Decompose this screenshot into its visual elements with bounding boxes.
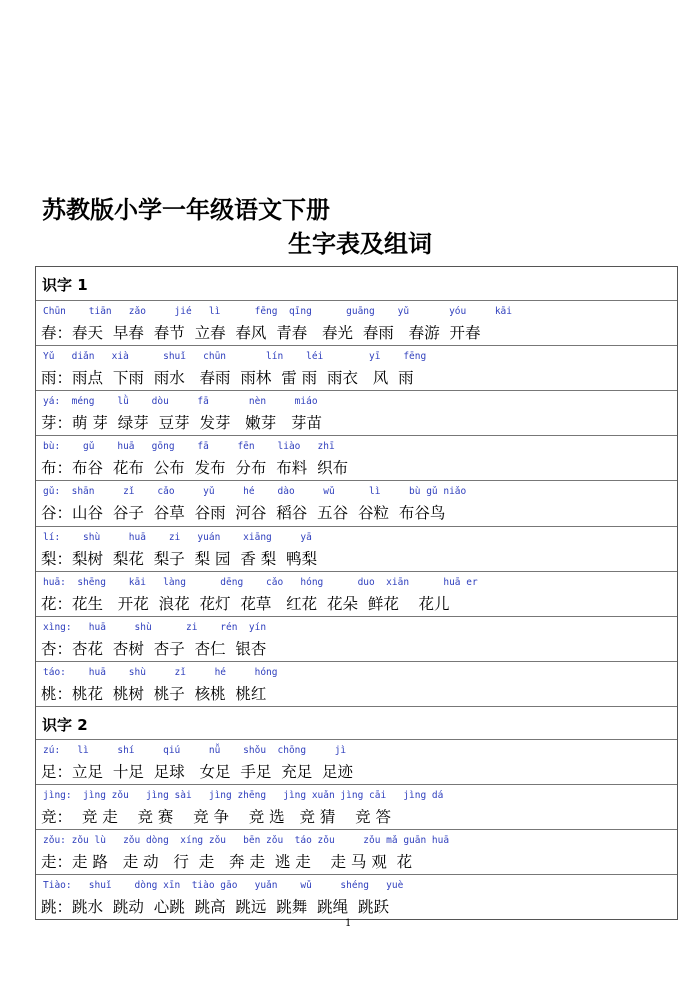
- word-line: 梨：梨树 梨花 梨子 梨 园 香 梨 鸭梨: [41, 550, 318, 568]
- character-row-gu: [36, 480, 677, 526]
- word-line: 走：走 路 走 动 行 走 奔 走 逃 走 走 马 观 花: [41, 853, 413, 871]
- character-row-ya: [36, 390, 677, 435]
- section-header: [36, 706, 677, 739]
- word-line: 芽：萌 芽 绿芽 豆芽 发芽 嫩芽 芽苗: [41, 414, 323, 432]
- word-line: 春：春天 早春 春节 立春 春风 青春 春光 春雨 春游 开春: [41, 324, 481, 342]
- pinyin-line: lí: shù huā zi yuán xiāng yā: [43, 532, 312, 543]
- word-line: 足：立足 十足 足球 女足 手足 充足 足迹: [41, 763, 354, 781]
- pinyin-line: Chūn tiān zǎo jié lì fēng qīng guāng yǔ yóu kāi: [43, 306, 512, 317]
- character-row-xing: [36, 616, 677, 661]
- character-row-jing: [36, 784, 677, 829]
- pinyin-line: jìng: jìng zǒu jìng sài jìng zhēng jìng xuǎn jìng cāi jìng dá: [43, 790, 444, 801]
- character-row-tao: [36, 661, 677, 706]
- document-title: 苏教版小学一年级语文下册: [42, 196, 330, 224]
- word-line: 谷：山谷 谷子 谷草 谷雨 河谷 稻谷 五谷 谷粒 布谷鸟: [41, 504, 446, 522]
- pinyin-line: táo: huā shù zǐ hé hóng: [43, 667, 278, 678]
- pinyin-line: gǔ: shān zǐ cǎo yǔ hé dào wǔ lì bù gǔ niǎo: [43, 486, 467, 497]
- document-subtitle: 生字表及组词: [288, 230, 432, 258]
- pinyin-line: Tiào: shuǐ dòng xīn tiào gāo yuǎn wǔ shéng yuè: [43, 880, 404, 891]
- section-label: 识字 2: [42, 716, 88, 734]
- page-number: 1: [345, 918, 352, 929]
- character-row-bu: [36, 435, 677, 480]
- pinyin-line: xìng: huā shù zi rén yín: [43, 622, 267, 633]
- character-row-tiao: [36, 874, 677, 919]
- word-line: 雨：雨点 下雨 雨水 春雨 雨林 雷 雨 雨衣 风 雨: [41, 369, 414, 387]
- word-line: 跳：跳水 跳动 心跳 跳高 跳远 跳舞 跳绳 跳跃: [41, 898, 389, 916]
- character-row-zu: [36, 739, 677, 784]
- pinyin-line: zǒu: zǒu lù zǒu dòng xíng zǒu bēn zǒu táo zǒu zǒu mǎ guān huā: [43, 835, 450, 846]
- word-line: 竞： 竞 走 竞 赛 竞 争 竞 选 竞 猜 竞 答: [41, 808, 392, 826]
- pinyin-line: yá: méng lǜ dòu fā nèn miáo: [43, 396, 318, 407]
- pinyin-line: zú: lì shí qiú nǚ shǒu chōng jì: [43, 745, 347, 756]
- word-line: 布：布谷 花布 公布 发布 分布 布料 织布: [41, 459, 349, 477]
- pinyin-line: huā: shēng kāi làng dēng cǎo hóng duo xiān huā er: [43, 577, 478, 588]
- pinyin-line: bù: gǔ huā gōng fā fēn liào zhī: [43, 441, 335, 452]
- pinyin-line: Yǔ diǎn xià shuǐ chūn lín léi yī fēng: [43, 351, 427, 362]
- character-row-yu: [36, 345, 677, 390]
- word-line: 花：花生 开花 浪花 花灯 花草 红花 花朵 鲜花 花儿: [41, 595, 450, 613]
- character-row-zou: [36, 829, 677, 874]
- character-row-hua: [36, 571, 677, 616]
- section-header: [36, 267, 677, 300]
- character-row-li: [36, 526, 677, 571]
- vocabulary-table: [35, 266, 678, 920]
- section-label: 识字 1: [42, 276, 88, 294]
- word-line: 桃：桃花 桃树 桃子 核桃 桃红: [41, 685, 267, 703]
- word-line: 杏：杏花 杏树 杏子 杏仁 银杏: [41, 640, 267, 658]
- character-row-chun: [36, 300, 677, 345]
